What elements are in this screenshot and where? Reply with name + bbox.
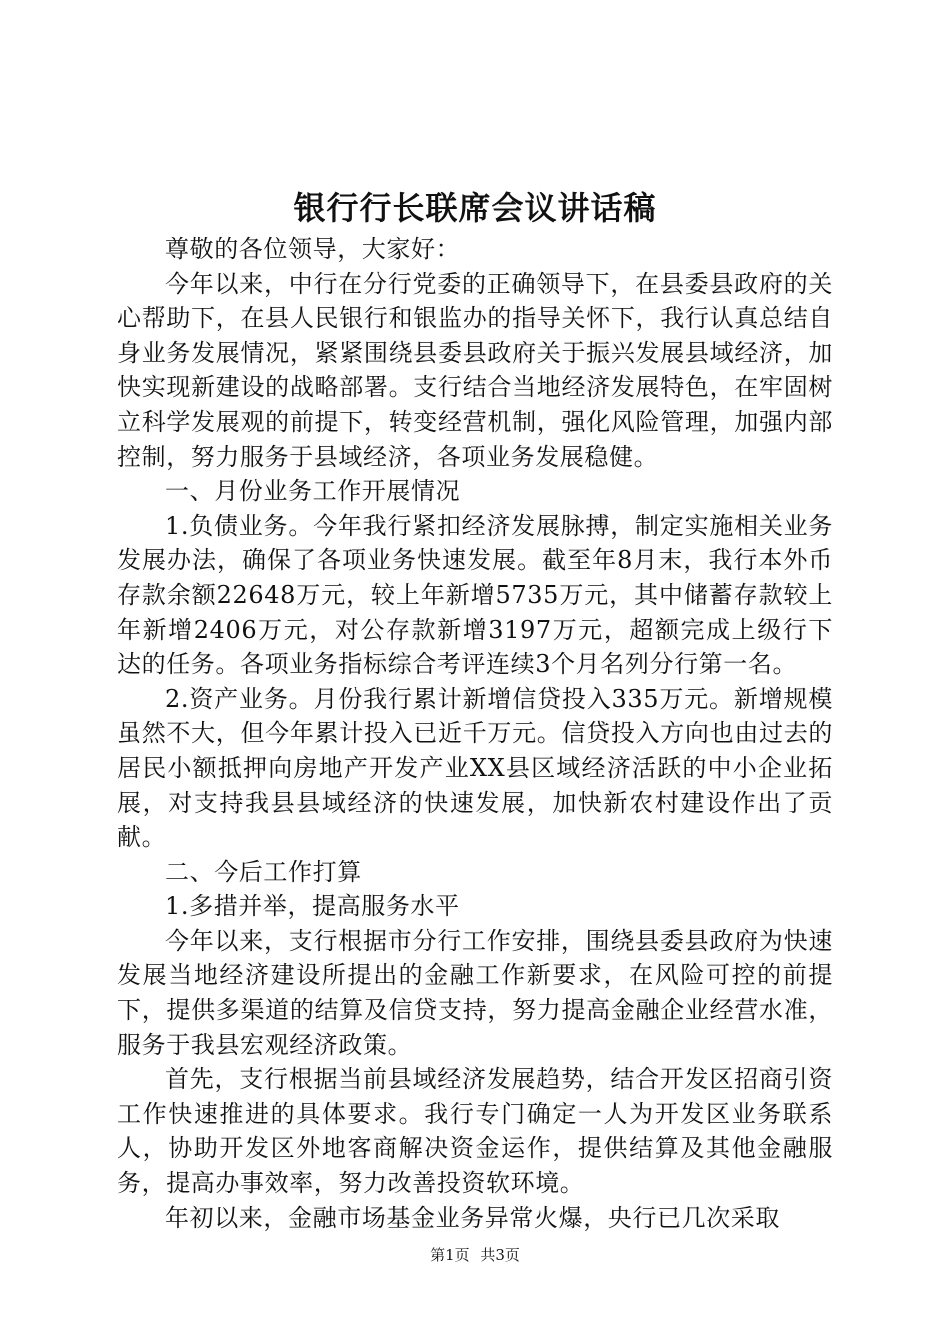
paragraph-liability-business: 1.负债业务。今年我行紧扣经济发展脉搏，制定实施相关业务发展办法，确保了各项业务快速发展。截至年8月末，我行本外币存款余额22648万元，较上年新增5735万元，其中储蓄存款较上年新增2406万元，对公存款新增3197万元，超额完成上级行下达的任务。各项业务指标综合考评连续3个月名列分行第一名。 [117, 511, 833, 679]
page-footer [0, 1244, 950, 1266]
paragraph-first: 首先，支行根据当前县域经济发展趋势，结合开发区招商引资工作快速推进的具体要求。我行专门确定一人为开发区业务联系人，协助开发区外地客商解决资金运作，提供结算及其他金融服务，提高办事效率，努力改善投资软环境。 [117, 1065, 833, 1198]
section-heading-1: 一、月份业务工作开展情况 [165, 477, 461, 506]
document-title: 银行行长联席会议讲话稿 [293, 189, 657, 227]
subsection-heading-1: 1.多措并举，提高服务水平 [165, 892, 460, 921]
paragraph-service: 今年以来，支行根据市分行工作安排，围绕县委县政府为快速发展当地经济建设所提出的金融工作新要求，在风险可控的前提下，提供多渠道的结算及信贷支持，努力提高金融企业经营水准，服务于我县宏观经济政策。 [117, 926, 833, 1059]
paragraph-intro: 今年以来，中行在分行党委的正确领导下，在县委县政府的关心帮助下，在县人民银行和银监办的指导关怀下，我行认真总结自身业务发展情况，紧紧围绕县委县政府关于振兴发展县域经济，加快实现新建设的战略部署。支行结合当地经济发展特色，在牢固树立科学发展观的前提下，转变经营机制，强化风险管理，加强内部控制，努力服务于县域经济，各项业务发展稳健。 [117, 269, 833, 471]
paragraph-fund-market: 年初以来，金融市场基金业务异常火爆，央行已几次采取 [165, 1203, 780, 1232]
document-body [117, 232, 833, 1235]
page-total: 共3页 [480, 1246, 520, 1264]
page-number: 第1页 [430, 1246, 470, 1264]
section-heading-2: 二、今后工作打算 [165, 857, 362, 886]
paragraph-asset-business: 2.资产业务。月份我行累计新增信贷投入335万元。新增规模虽然不大，但今年累计投入已近千万元。信贷投入方向也由过去的居民小额抵押向房地产开发产业XX县区域经济活跃的中小企业拓展，对支持我县县域经济的快速发展，加快新农村建设作出了贡献。 [117, 684, 833, 852]
paragraph-greeting: 尊敬的各位领导，大家好： [165, 235, 461, 263]
